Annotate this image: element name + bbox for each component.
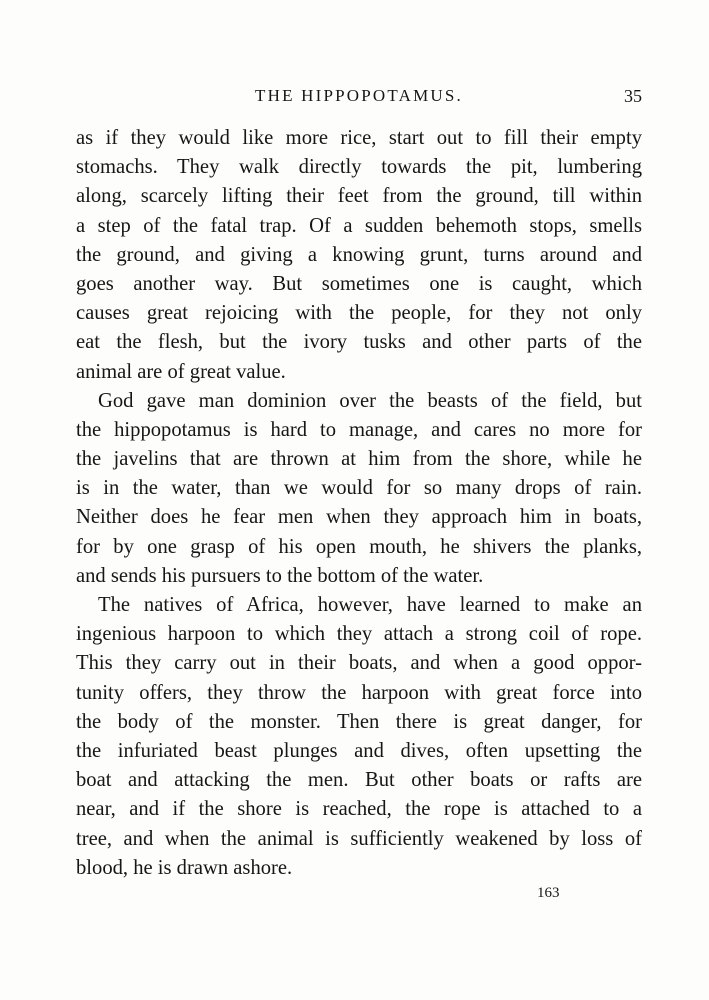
- text-line: causes great rejoicing with the people, for they not only: [76, 302, 642, 325]
- text-line: tree, and when the animal is sufficiently weakened by loss of: [76, 827, 642, 850]
- page-number: 35: [624, 86, 642, 106]
- text-line: eat the flesh, but the ivory tusks and other parts of the: [76, 331, 642, 354]
- text-line: animal are of great value.: [76, 360, 286, 383]
- text-line: the infuriated beast plunges and dives, often upsetting the: [76, 739, 642, 762]
- running-title: THE HIPPOPOTAMUS.: [255, 86, 463, 105]
- text-line: is in the water, than we would for so many drops of rain.: [76, 477, 642, 500]
- text-line: blood, he is drawn ashore.: [76, 856, 293, 879]
- body-text: [76, 124, 642, 883]
- text-line: God gave man dominion over the beasts of the field, but: [98, 389, 642, 412]
- running-head: [76, 86, 642, 110]
- text-line: stomachs. They walk directly towards the pit, lumbering: [76, 156, 642, 179]
- text-line: the body of the monster. Then there is great danger, for: [76, 710, 642, 733]
- text-line: as if they would like more rice, start out to fill their empty: [76, 127, 642, 149]
- text-line: for by one grasp of his open mouth, he shivers the planks,: [76, 535, 642, 558]
- text-line: and sends his pursuers to the bottom of the water.: [76, 564, 484, 587]
- text-line: the ground, and giving a knowing grunt, turns around and: [76, 243, 642, 266]
- text-line: tunity offers, they throw the harpoon with great force into: [76, 681, 642, 704]
- text-line: The natives of Africa, however, have learned to make an: [98, 594, 642, 616]
- text-line: a step of the fatal trap. Of a sudden behemoth stops, smells: [76, 214, 642, 237]
- text-line: along, scarcely lifting their feet from the ground, till within: [76, 185, 642, 208]
- text-line: goes another way. But sometimes one is caught, which: [76, 272, 642, 295]
- text-line: ingenious harpoon to which they attach a strong coil of rope.: [76, 623, 642, 646]
- text-line: Neither does he fear men when they approach him in boats,: [76, 506, 642, 529]
- text-line: near, and if the shore is reached, the rope is attached to a: [76, 798, 642, 821]
- signature-mark: 163: [537, 885, 560, 901]
- text-line: the javelins that are thrown at him from the shore, while he: [76, 448, 642, 471]
- text-line: the hippopotamus is hard to manage, and cares no more for: [76, 418, 642, 441]
- text-line: boat and attacking the men. But other boats or rafts are: [76, 769, 642, 792]
- text-line: This they carry out in their boats, and when a good oppor-: [76, 652, 642, 675]
